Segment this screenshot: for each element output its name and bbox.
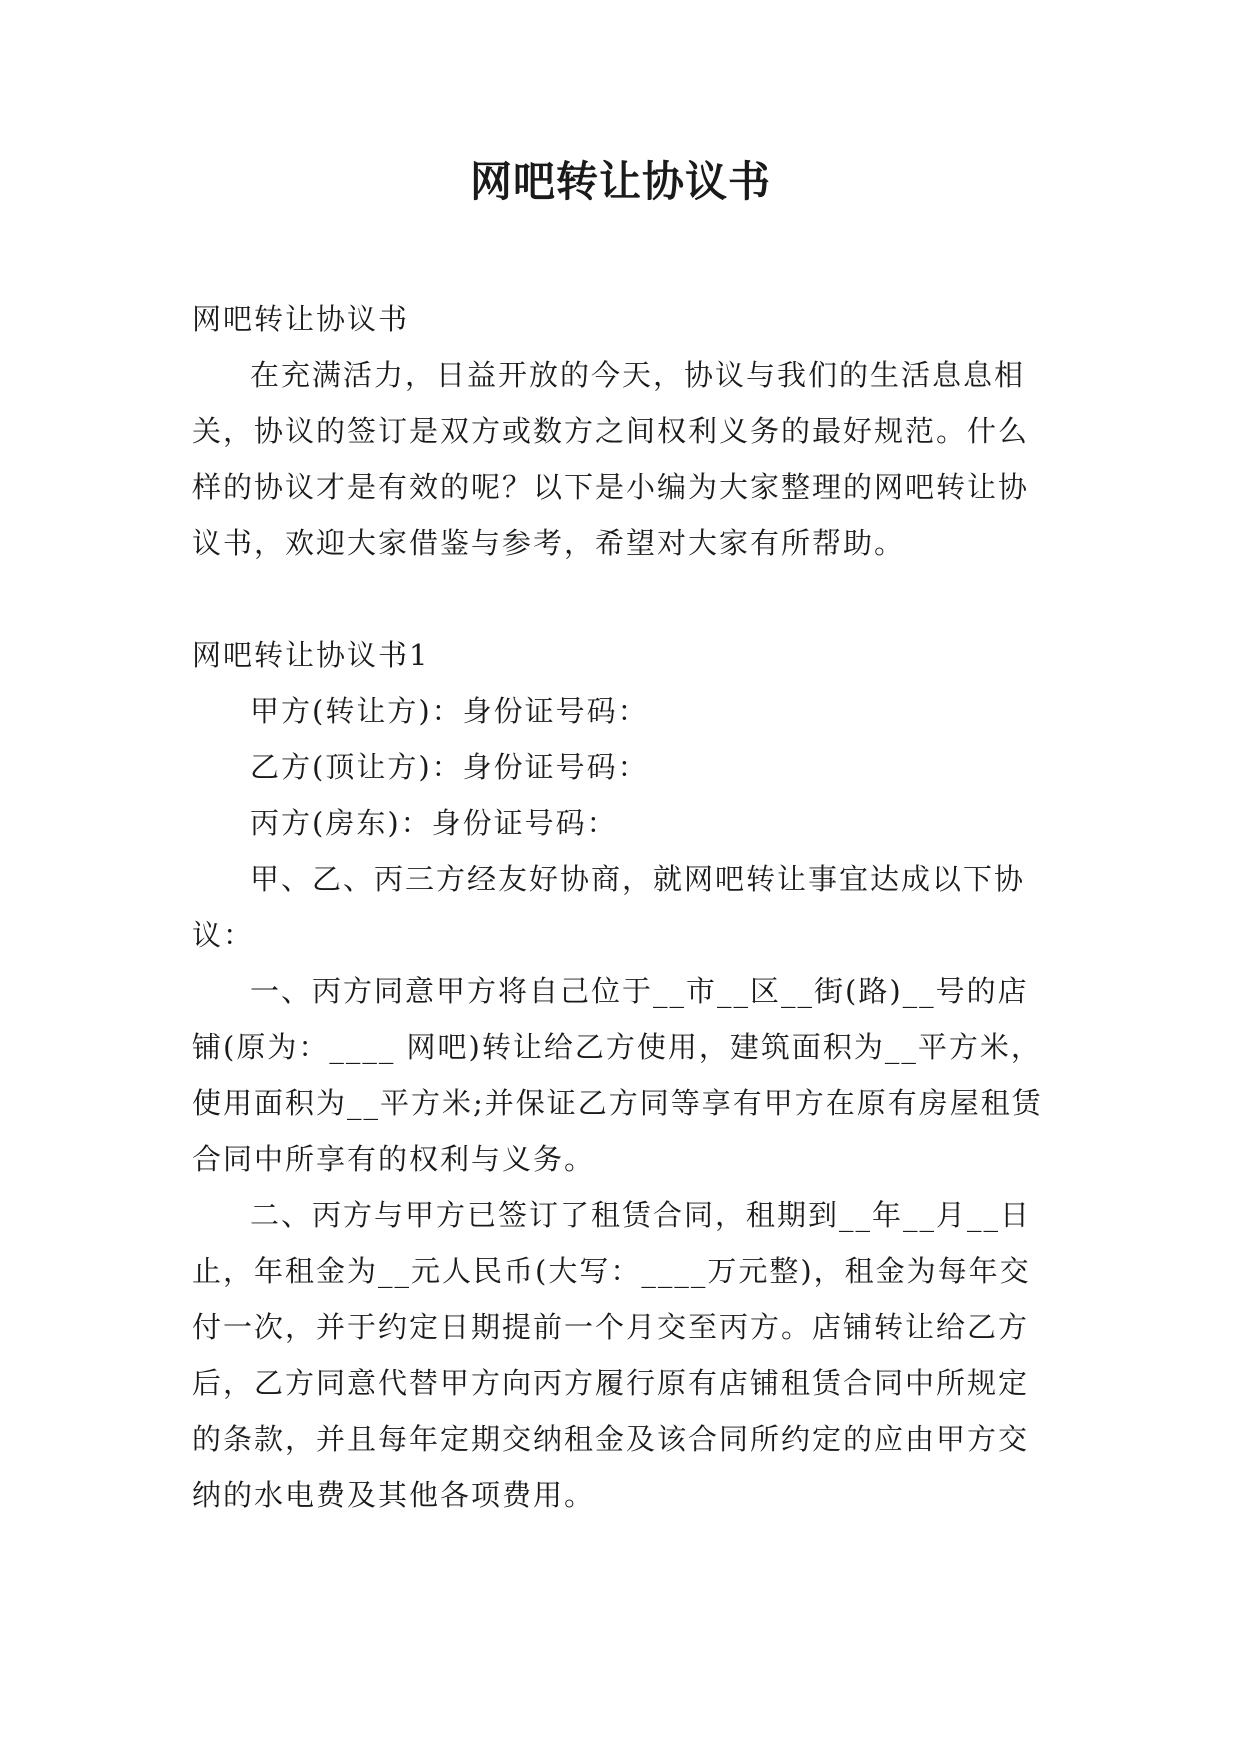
preamble-paragraph: 甲、乙、丙三方经友好协商，就网吧转让事宜达成以下协议： [192, 862, 1026, 952]
party-b-line: 乙方(顶让方)：身份证号码： [250, 750, 649, 784]
clause-2-paragraph: 二、丙方与甲方已签订了租赁合同，租期到__年__月__日止，年租金为__元人民币(大写：____万元整)，租金为每年交付一次，并于约定日期提前一个月交至丙方。店铺转让给乙方后，乙方同意代替甲方向丙方履行原有店铺租赁合同中所规定的条款，并且每年定期交纳租金及该合同所约定的应由甲方交纳的水电费及其他各项费用。 [192, 1198, 1032, 1512]
document-title: 网吧转让协议书 [469, 157, 771, 206]
party-c-line: 丙方(房东)：身份证号码： [250, 806, 618, 840]
section-heading: 网吧转让协议书1 [192, 638, 430, 672]
clause-1-paragraph: 一、丙方同意甲方将自己位于__市__区__街(路)__号的店铺(原为：____ 网吧)转让给乙方使用，建筑面积为__平方米，使用面积为__平方米;并保证乙方同等享有甲方在原有房屋租赁合同中所享有的权利与义务。 [192, 974, 1043, 1176]
document-body [192, 291, 1054, 1523]
party-a-line: 甲方(转让方)：身份证号码： [250, 694, 649, 728]
intro-paragraph: 在充满活力，日益开放的今天，协议与我们的生活息息相关，协议的签订是双方或数方之间权利义务的最好规范。什么样的协议才是有效的呢？以下是小编为大家整理的网吧转让协议书，欢迎大家借鉴与参考，希望对大家有所帮助。 [192, 358, 1030, 560]
document-subtitle: 网吧转让协议书 [192, 302, 410, 336]
